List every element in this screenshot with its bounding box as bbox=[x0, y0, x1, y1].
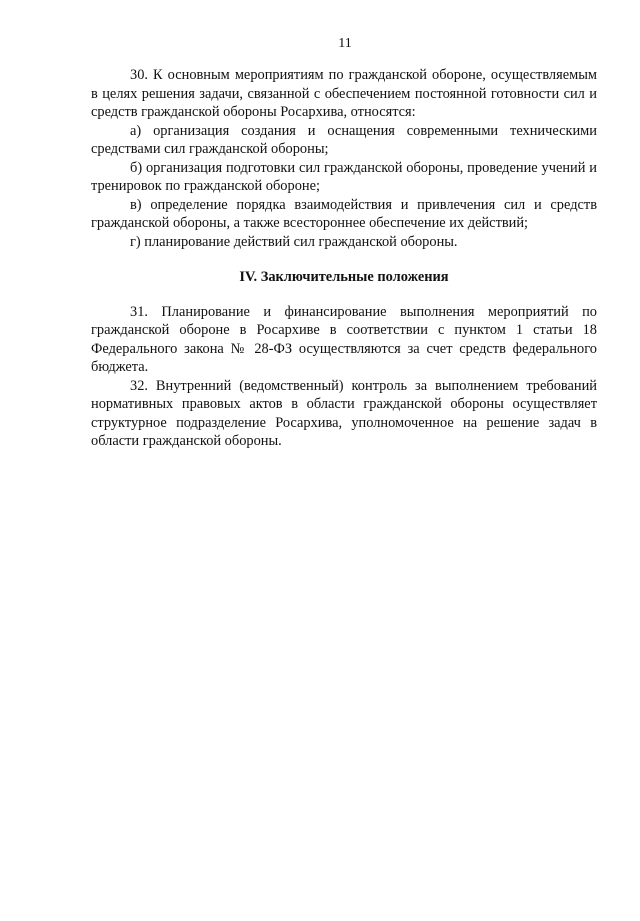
document-body bbox=[91, 66, 597, 451]
list-item-b: б) организация подготовки сил гражданской обороны, проведение учений и тренировок по гражданской обороне; bbox=[91, 159, 597, 194]
paragraph-32: 32. Внутренний (ведомственный) контроль за выполнением требований нормативных правовых актов в области гражданской обороны осуществляет структурное подразделение Росархива, уполномоченное на решение задач в области гражданской обороны. bbox=[91, 377, 597, 449]
list-item-a: а) организация создания и оснащения современными техническими средствами сил гражданской обороны; bbox=[91, 122, 597, 157]
list-item-g: г) планирование действий сил гражданской обороны. bbox=[130, 233, 458, 250]
page-number: 11 bbox=[338, 36, 352, 51]
list-item-v: в) определение порядка взаимодействия и привлечения сил и средств гражданской обороны, а также всестороннее обеспечение их действий; bbox=[91, 196, 597, 231]
paragraph-31: 31. Планирование и финансирование выполнения мероприятий по гражданской обороне в Росархиве в соответствии с пунктом 1 статьи 18 Федерального закона № 28-ФЗ осуществляются за счет средств федерального бюджета. bbox=[91, 303, 597, 375]
section-heading: IV. Заключительные положения bbox=[239, 269, 449, 285]
paragraph-30: 30. К основным мероприятиям по гражданской обороне, осуществляемым в целях решения задачи, связанной с обеспечением постоянной готовности сил и средств гражданской обороны Росархива, относятся: bbox=[91, 67, 597, 120]
